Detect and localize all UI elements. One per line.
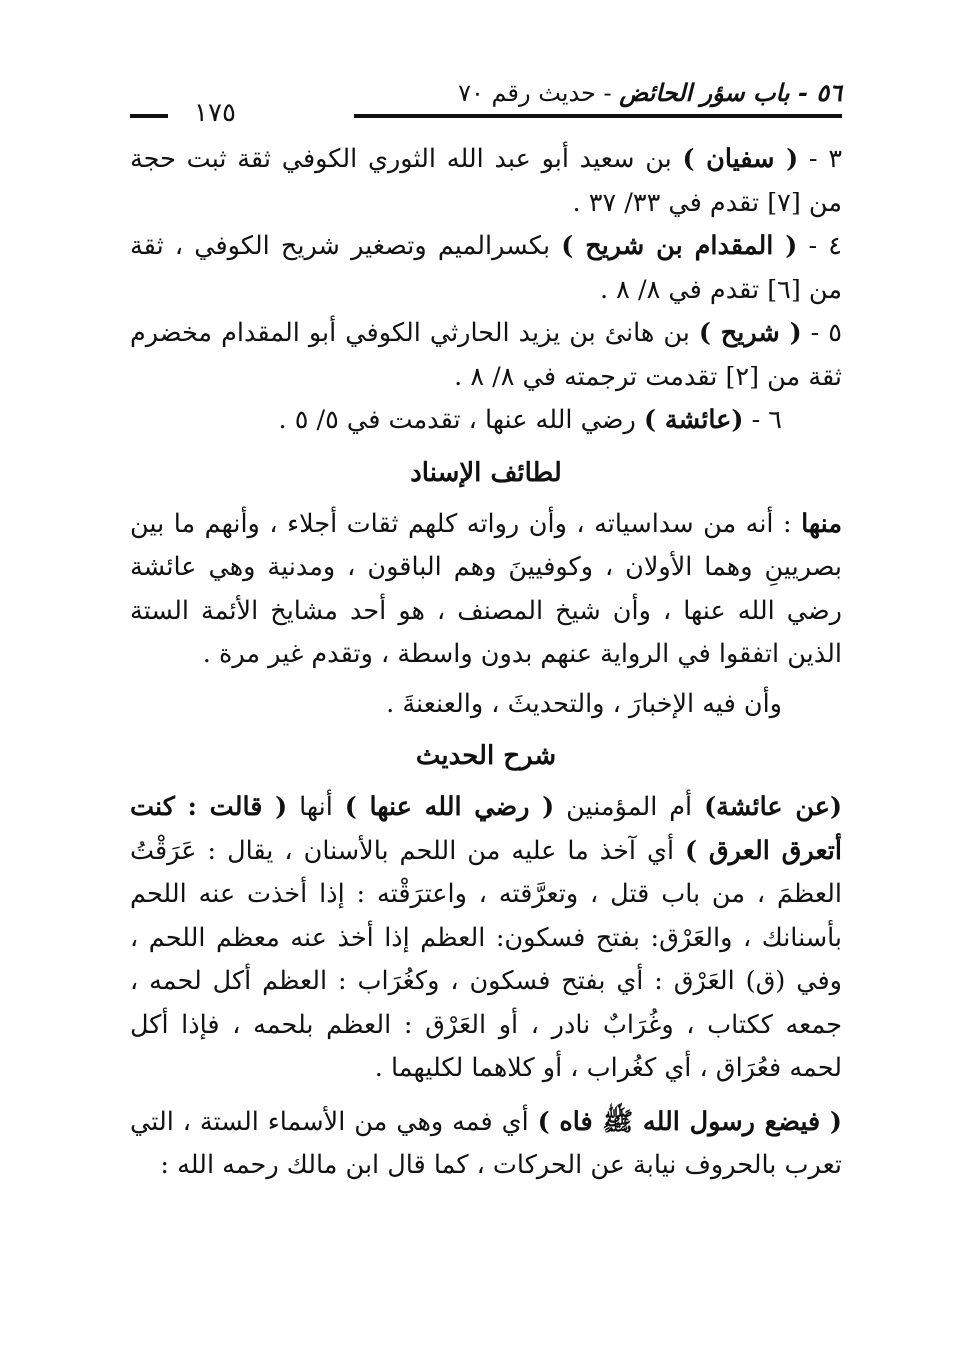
narrator-name: ( سفيان ) [682, 144, 799, 174]
narrator-entry [130, 138, 842, 225]
sharh-text: أي فمه وهي من الأسماء الستة ، التي تعرب بالحروف نيابة عن الحركات ، كما قال ابن مالك رحمه الله : [130, 1106, 842, 1180]
lataif-paragraph [130, 503, 842, 677]
narrator-name: (عائشة ) [643, 405, 744, 435]
narrator-name: ( المقدام بن شريح ) [561, 231, 798, 261]
lataif-lead: منها [801, 508, 842, 539]
header-separator: - [595, 79, 620, 107]
narrator-name: ( شريح ) [698, 318, 802, 348]
quote-fayada: ( فيضع رسول الله ﷺ فاه ) [537, 1106, 842, 1137]
hadith-number: حديث رقم ٧٠ [458, 79, 596, 107]
quote-radiallah: ( رضي الله عنها ) [344, 792, 555, 822]
sharh-text: أم المؤمنين [554, 792, 705, 822]
header-rule-right [354, 114, 842, 118]
lataif-text: : أنه من سداسياته ، وأن رواته كلهم ثقات أجلاء ، وأنهم ما بين بصريينِ وهما الأولان ، وكوفيينَ وهم الباقون ، ومدنية وهي عائشة رضي الله عنها ، وأن شيخ المصنف ، هو أحد مشايخ الأئمة الستة الذين اتفقوا في الرواية عنهم بدون واسطة ، وتقدم غير مرة . [130, 508, 842, 669]
lataif-paragraph-2: وأن فيه الإخبارَ ، والتحديثَ ، والعنعنةَ . [386, 688, 782, 719]
narrator-number: ٣ - [798, 144, 843, 174]
header-rule-left [130, 114, 168, 118]
sharh-paragraph-2 [130, 1101, 842, 1188]
quote-qalat: ( قالت : كنت أتعرق العرق ) [130, 792, 842, 866]
section-heading-sharh: شرح الحديث [415, 741, 557, 771]
page-body [130, 138, 842, 1188]
narrator-text: بن هانئ بن يزيد الحارثي الكوفي أبو المقدام مخضرم ثقة من [٢] تقدمت ترجمته في ٨/ ٨ . [130, 318, 842, 392]
narrator-number: ٦ - [743, 405, 782, 435]
section-heading-lataif: لطائف الإسناد [410, 457, 562, 488]
narrator-text: رضي الله عنها ، تقدمت في ٥/ ٥ . [278, 405, 644, 435]
page-number: ١٧٥ [194, 98, 236, 128]
narrator-entry [130, 399, 842, 443]
narrator-text: بكسرالميم وتصغير شريح الكوفي ، ثقة من [٦] تقدم في ٨/ ٨ . [130, 231, 842, 305]
narrator-number: ٤ - [797, 231, 842, 261]
sharh-text: أنها [287, 792, 345, 822]
sharh-paragraph-1 [130, 786, 842, 1091]
quote-aisha: (عن عائشة) [704, 792, 843, 822]
chapter-title: ٥٦ - باب سؤر الحائض [619, 78, 842, 107]
narrator-entry [130, 225, 842, 312]
narrator-text: بن سعيد أبو عبد الله الثوري الكوفي ثقة ثبت حجة من [٧] تقدم في ٣٣/ ٣٧ . [130, 144, 842, 218]
narrator-number: ٥ - [801, 318, 842, 348]
narrator-entry [130, 312, 842, 399]
sharh-text: أي آخذ ما عليه من اللحم بالأسنان ، يقال : عَرَقْتُ العظمَ ، من باب قتل ، وتعرَّقته ، واعترَقْته : إذا أخذت عنه اللحم بأسنانك ، والعَرْق: بفتح فسكون: العظم إذا أخذ عنه معظم اللحم ، وفي (ق) العَرْق : أي بفتح فسكون ، وكغُرَاب : العظم أكل لحمه ، جمعه ككتاب ، وغُرَابٌ نادر ، أو العَرْق : العظم بلحمه ، فإذا أكل لحمه فعُرَاق ، أي كغُراب ، أو كلاهما لكليهما . [130, 835, 842, 1083]
